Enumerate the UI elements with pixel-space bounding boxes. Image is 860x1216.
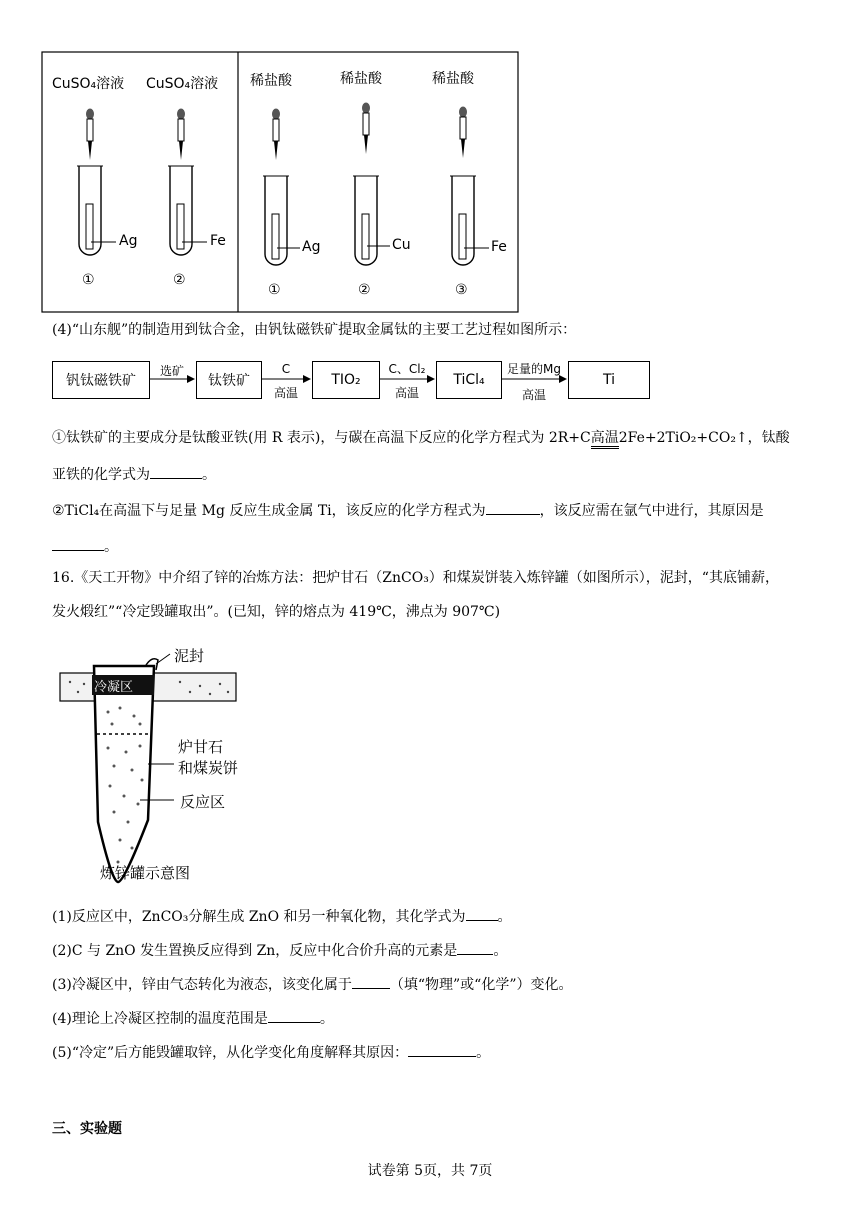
arrow-label-top: C、Cl₂ [388, 362, 426, 376]
q16-part3: (3)冷凝区中，锌由气态转化为液态，该变化属于 （填“物理”或“化学”）变化。 [52, 974, 572, 995]
reagent-label: CuSO₄溶液 [52, 76, 125, 92]
figure-caption: 炼锌罐示意图 [100, 864, 191, 882]
metal-label: Ag [302, 239, 321, 255]
tube-number: ① [268, 282, 281, 298]
answer-blank[interactable] [466, 906, 498, 921]
q4-sub2-line2: 。 [52, 536, 118, 557]
arrow-label-top: C [281, 362, 291, 376]
reagent-label: 稀盐酸 [250, 73, 292, 89]
flow-box-ticl4: TiCl₄ [436, 361, 502, 399]
section-title: 三、实验题 [52, 1121, 122, 1137]
page-footer: 试卷第 5页，共 7页 [367, 1163, 493, 1179]
q4-intro: (4)“山东舰”的制造用到钛合金，由钒钛磁铁矿提取金属钛的主要工艺过程如图所示： [52, 322, 577, 338]
arrow-label-top: 足量的Mg [507, 362, 561, 376]
q16-part2: (2)C 与 ZnO 发生置换反应得到 Zn，反应中化合价升高的元素是 。 [52, 940, 507, 961]
flow-box-ti: Ti [568, 361, 650, 399]
answer-blank[interactable] [352, 974, 390, 989]
metal-label: Fe [491, 239, 507, 255]
reaction-zone-label: 反应区 [180, 793, 226, 811]
arrow-label-bottom: 高温 [273, 386, 298, 400]
metal-label: Fe [210, 233, 226, 249]
q4-sub1-line2: 亚铁的化学式为 。 [52, 464, 216, 485]
arrow-label-top: 选矿 [159, 364, 184, 378]
reagent-label: CuSO₄溶液 [146, 76, 219, 92]
answer-blank[interactable] [268, 1008, 320, 1023]
arrow-label-bottom: 高温 [394, 386, 419, 400]
q4-sub2-line1: ②TiCl₄在高温下与足量 Mg 反应生成金属 Ti，该反应的化学方程式为 ，该反应需在氩气中进行，其原因是 [52, 500, 764, 521]
answer-blank[interactable] [457, 940, 493, 955]
reagent-label: 稀盐酸 [432, 71, 474, 87]
arrow-label-bottom: 高温 [521, 388, 546, 402]
answer-blank[interactable] [408, 1042, 476, 1057]
flow-box-tio2: TIO₂ [312, 361, 380, 399]
tube-number: ② [173, 272, 186, 288]
metal-label: Ag [119, 233, 138, 249]
q4-sub1-line1: ①钛铁矿的主要成分是钛酸亚铁(用 R 表示)，与碳在高温下反应的化学方程式为 2R+C高温2Fe+2TiO₂+CO₂↑，钛酸 [52, 428, 790, 448]
material-label: 和煤炭饼 [178, 759, 239, 777]
tube-number: ① [82, 272, 95, 288]
q16-part1: (1)反应区中，ZnCO₃分解生成 ZnO 和另一种氧化物，其化学式为 。 [52, 906, 512, 927]
q16-part5: (5)“冷定”后方能毁罐取锌，从化学变化角度解释其原因： 。 [52, 1042, 490, 1063]
condense-zone-label: 冷凝区 [94, 680, 134, 695]
reaction-condition: 高温 [591, 430, 619, 449]
metal-label: Cu [392, 237, 411, 253]
q16-text-line2: 发火煅红”“冷定毁罐取出”。(已知，锌的熔点为 419℃，沸点为 907℃) [52, 604, 501, 620]
flow-box-ilmenite: 钛铁矿 [196, 361, 262, 399]
seal-label: 泥封 [174, 647, 205, 665]
q16-part4: (4)理论上冷凝区控制的温度范围是 。 [52, 1008, 334, 1029]
tube-number: ③ [455, 282, 468, 298]
material-label: 炉甘石 [178, 738, 224, 756]
tube-number: ② [358, 282, 371, 298]
q16-text-line1: 16.《天工开物》中介绍了锌的冶炼方法：把炉甘石（ZnCO₃）和煤炭饼装入炼锌罐（如图所示），泥封，“其底铺薪， [52, 570, 779, 586]
reagent-label: 稀盐酸 [340, 71, 382, 87]
flow-box-ore: 钒钛磁铁矿 [52, 361, 150, 399]
